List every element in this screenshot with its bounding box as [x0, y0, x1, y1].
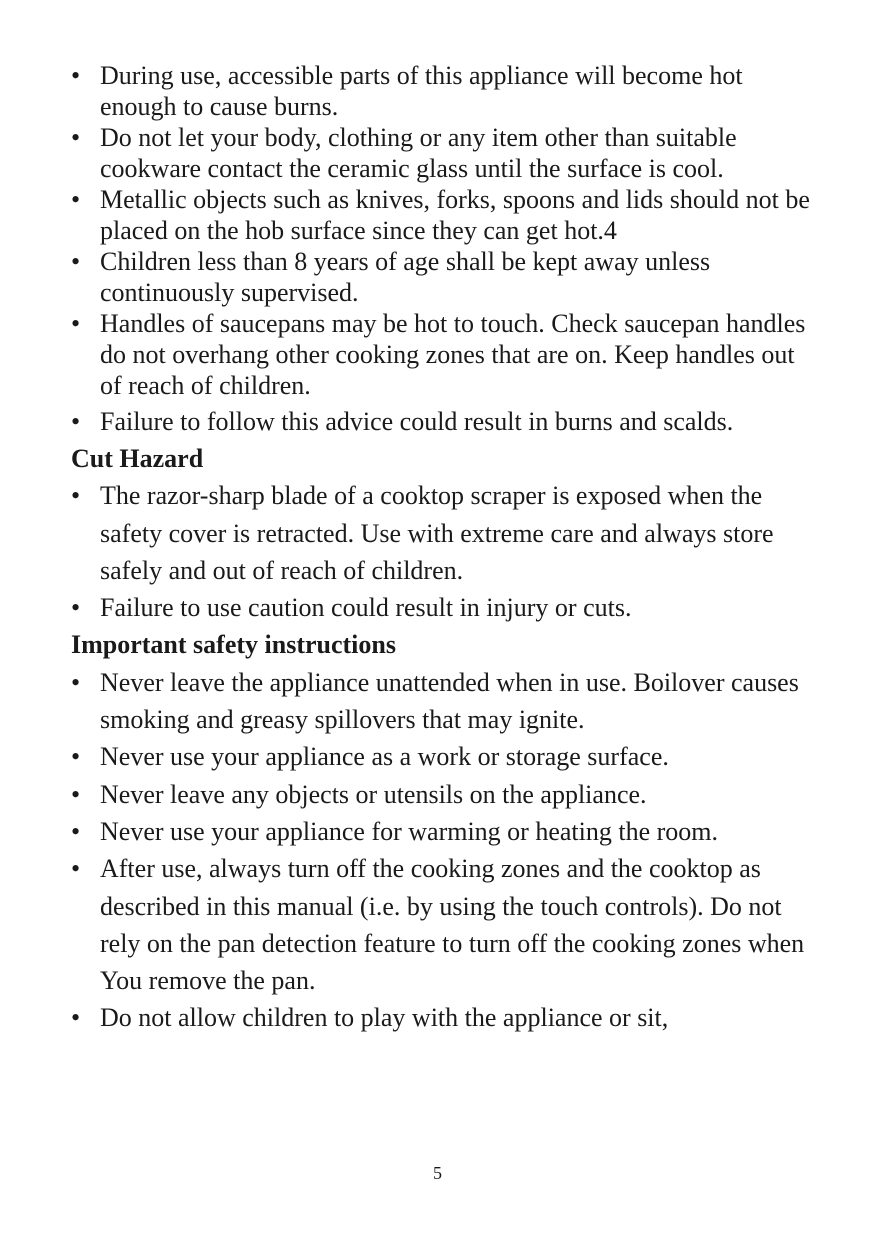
list-item: • The razor-sharp blade of a cooktop scraper is exposed when the safety cover is retracted. Use with extreme care and always store safely and out of reach of children.: [71, 477, 811, 589]
burn-warning-list: [71, 60, 811, 440]
page-number: 5: [433, 1163, 442, 1183]
list-item: • Failure to use caution could result in injury or cuts.: [71, 589, 811, 626]
cut-hazard-list: [71, 477, 811, 626]
list-item: • Do not allow children to play with the appliance or sit,: [71, 999, 811, 1036]
important-safety-heading: Important safety instructions: [71, 630, 396, 660]
important-safety-list: [71, 664, 811, 1037]
list-item: • Never use your appliance as a work or storage surface.: [71, 738, 811, 775]
list-item: • Never use your appliance for warming or heating the room.: [71, 813, 811, 850]
list-item: • Children less than 8 years of age shall be kept away unless continuously supervised.: [71, 246, 811, 308]
list-item: • Do not let your body, clothing or any item other than suitable cookware contact the ceramic glass until the surface is cool.: [71, 122, 811, 184]
list-item: • Never leave the appliance unattended when in use. Boilover causes smoking and greasy spillovers that may ignite.: [71, 664, 811, 739]
list-item: • Metallic objects such as knives, forks, spoons and lids should not be placed on the hob surface since they can get hot.4: [71, 184, 811, 246]
list-item: • During use, accessible parts of this appliance will become hot enough to cause burns.: [71, 60, 811, 122]
page-content: [71, 60, 811, 1037]
list-item: • Failure to follow this advice could result in burns and scalds.: [71, 403, 811, 440]
list-item: • Handles of saucepans may be hot to touch. Check saucepan handles do not overhang other cooking zones that are on. Keep handles out of reach of children.: [71, 308, 811, 401]
cut-hazard-heading: Cut Hazard: [71, 444, 204, 473]
list-item: • Never leave any objects or utensils on the appliance.: [71, 776, 811, 813]
list-item: • After use, always turn off the cooking zones and the cooktop as described in this manual (i.e. by using the touch controls). Do not rely on the pan detection feature to turn off the cooking zones when You remove the pan.: [71, 850, 811, 999]
